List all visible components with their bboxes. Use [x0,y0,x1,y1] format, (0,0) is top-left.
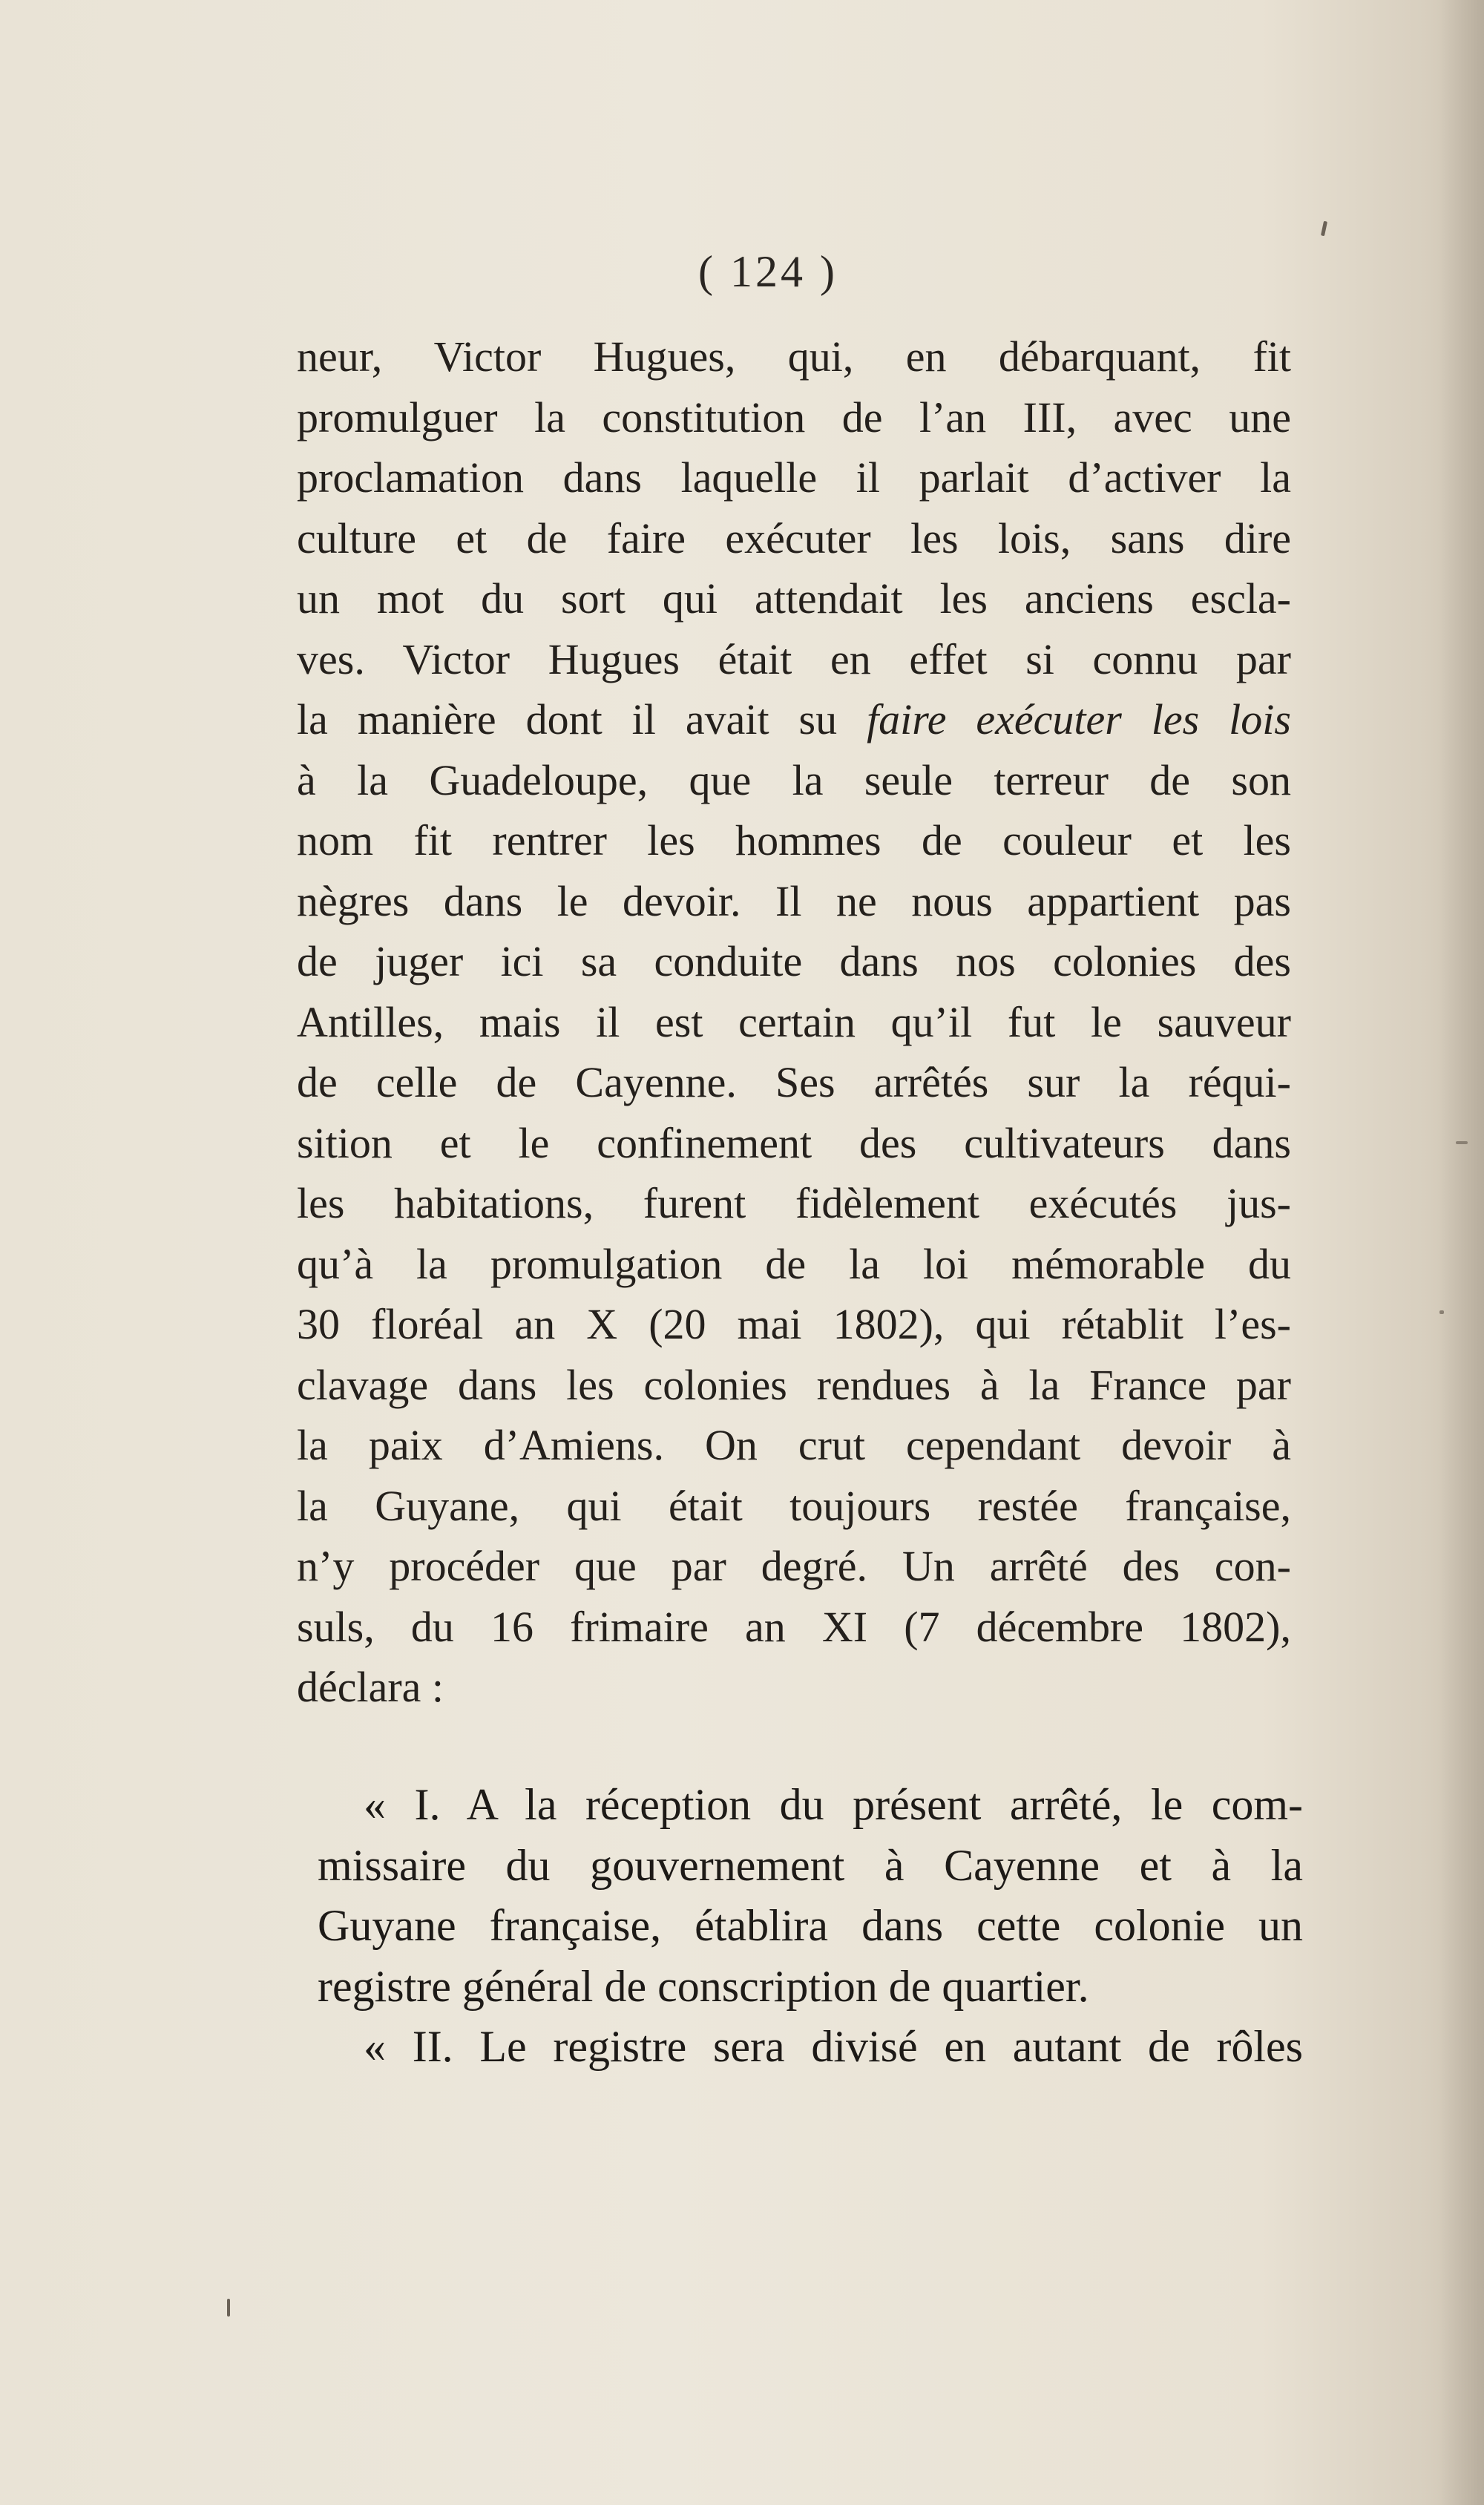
body-line: ves. Victor Hugues était en effet si connu par [297,634,1291,683]
body-line: n’y procéder que par degré. Un arrêté des con- [297,1542,1291,1590]
body-line: la Guyane, qui était toujours restée française, [297,1481,1291,1530]
paper-speck [227,2299,230,2317]
quoted-decree [318,1775,1303,2078]
body-line: les habitations, furent fidèlement exécutés jus- [297,1179,1291,1227]
body-line: proclamation dans laquelle il parlait d’activer la [297,453,1291,502]
body-line: Antilles, mais il est certain qu’il fut le sauveur [297,997,1291,1046]
body-line-with-italic: la manière dont il avait su faire exécuter les lois [297,695,1291,743]
body-line: qu’à la promulgation de la loi mémorable du [297,1239,1291,1288]
body-line: culture et de faire exécuter les lois, sans dire [297,513,1291,562]
body-line: déclara : [297,1663,444,1711]
body-line: nom fit rentrer les hommes de couleur et les [297,816,1291,864]
quote-line: « I. A la réception du présent arrêté, le com- [364,1780,1303,1829]
body-text [297,326,1291,1718]
paper-speck [1321,221,1327,237]
quote-line: registre général de conscription de quartier. [318,1961,1089,2011]
body-line: sition et le confinement des cultivateurs dans [297,1118,1291,1167]
paper-speck [1456,1141,1468,1144]
body-line: neur, Victor Hugues, qui, en débarquant, fit [297,332,1291,381]
body-line: un mot du sort qui attendait les anciens escla- [297,574,1291,623]
body-line: 30 floréal an X (20 mai 1802), qui rétablit l’es- [297,1300,1291,1348]
body-line: clavage dans les colonies rendues à la France par [297,1360,1291,1409]
quote-line: missaire du gouvernement à Cayenne et à la [318,1840,1303,1890]
body-line: de juger ici sa conduite dans nos colonies des [297,937,1291,985]
body-line: à la Guadeloupe, que la seule terreur de son [297,755,1291,804]
body-line: promulguer la constitution de l’an III, avec une [297,393,1291,441]
page-edge-shadow [1439,0,1484,2505]
body-line: suls, du 16 frimaire an XI (7 décembre 1802), [297,1602,1291,1651]
page-number: ( 124 ) [698,247,838,296]
quote-line: Guyane française, établira dans cette colonie un [318,1901,1303,1950]
body-line: nègres dans le devoir. Il ne nous appartient pas [297,876,1291,925]
body-line: de celle de Cayenne. Ses arrêtés sur la réqui- [297,1058,1291,1106]
italic-phrase: faire exécuter les lois [867,695,1291,743]
body-line: la paix d’Amiens. On crut cependant devoir à [297,1421,1291,1469]
paper-speck [1439,1310,1444,1314]
quote-line: « II. Le registre sera divisé en autant de rôles [364,2022,1303,2071]
